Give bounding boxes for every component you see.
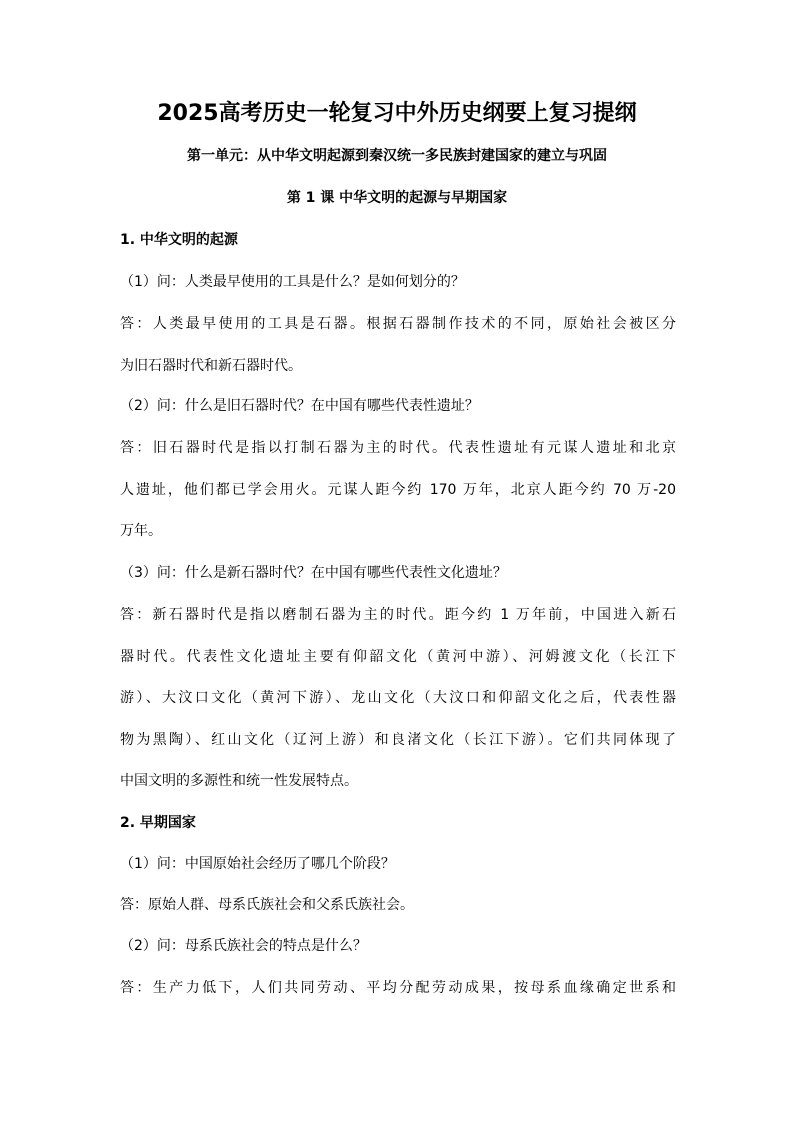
answer-line: 答：生产力低下，人们共同劳动、平均分配劳动成果，按母系血缘确定世系和 xyxy=(120,980,676,996)
question: （1）问：人类最早使用的工具是什么？是如何划分的？ xyxy=(120,274,465,290)
lesson-title: 第 1 课 中华文明的起源与早期国家 xyxy=(286,190,508,206)
answer-line: 答：原始人群、母系氏族社会和父系氏族社会。 xyxy=(120,897,414,913)
document-title: 2025高考历史一轮复习中外历史纲要上复习提纲 xyxy=(157,101,637,126)
answer-line: 答：旧石器时代是指以打制石器为主的时代。代表性遗址有元谋人遗址和北京 xyxy=(120,440,676,456)
answer xyxy=(120,885,676,927)
question: （1）问：中国原始社会经历了哪几个阶段？ xyxy=(120,856,395,872)
section-heading: 1. 中华文明的起源 xyxy=(120,232,238,248)
answer-line: 器时代。代表性文化遗址主要有仰韶文化（黄河中游）、河姆渡文化（长江下 xyxy=(120,648,676,665)
answer-line: 答：新石器时代是指以磨制石器为主的时代。距今约 1 万年前，中国进入新石 xyxy=(120,607,676,623)
answer-line: 为旧石器时代和新石器时代。 xyxy=(120,357,302,374)
answer xyxy=(120,595,676,803)
unit-title: 第一单元：从中华文明起源到秦汉统一多民族封建国家的建立与巩固 xyxy=(187,148,607,164)
question: （2）问：母系氏族社会的特点是什么？ xyxy=(120,938,367,954)
answer-line: 万年。 xyxy=(120,523,162,539)
section-heading: 2. 早期国家 xyxy=(120,815,196,831)
answer-line: 物为黑陶）、红山文化（辽河上游）和良渚文化（长江下游）。它们共同体现了 xyxy=(120,731,676,748)
answer-line: 人遗址，他们都已学会用火。元谋人距今约 170 万年，北京人距今约 70 万-20 xyxy=(120,481,676,498)
answer xyxy=(120,428,676,553)
question: （3）问：什么是新石器时代？在中国有哪些代表性文化遗址？ xyxy=(120,565,507,581)
answer-line: 中国文明的多源性和统一性发展特点。 xyxy=(120,773,358,789)
answer-line: 答：人类最早使用的工具是石器。根据石器制作技术的不同，原始社会被区分 xyxy=(120,316,676,332)
answer xyxy=(120,968,676,1010)
answer-line: 游）、大汶口文化（黄河下游）、龙山文化（大汶口和仰韶文化之后，代表性器 xyxy=(120,690,676,706)
question: （2）问：什么是旧石器时代？在中国有哪些代表性遗址？ xyxy=(120,398,479,414)
answer xyxy=(120,304,676,387)
